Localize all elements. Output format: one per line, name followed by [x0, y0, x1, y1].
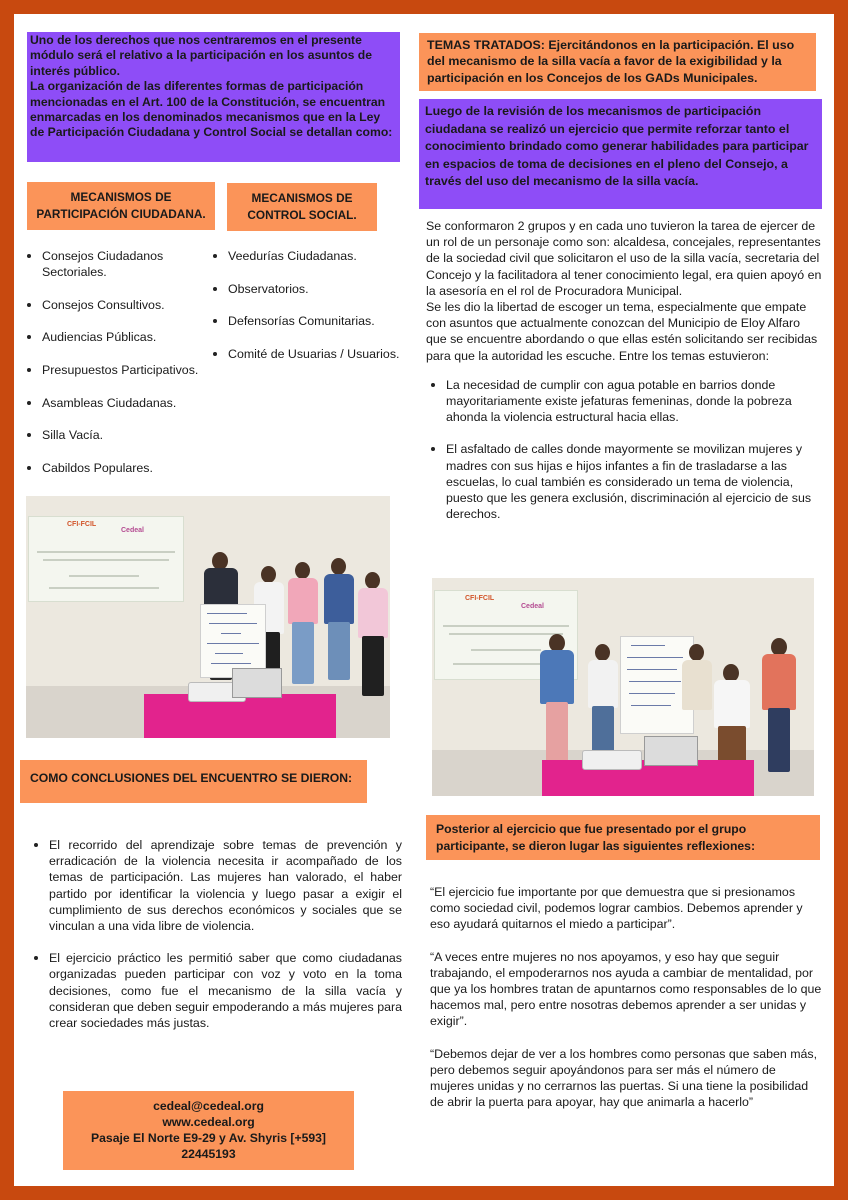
reflexiones-title: Posterior al ejercicio que fue presentado por el grupo participante, se dieron lugar las siguientes reflexiones:	[436, 822, 756, 853]
screen-logo: CFI-FCIL	[465, 595, 495, 602]
list-item: El asfaltado de calles donde mayormente se movilizan mujeres y madres con sus hijas e hijos infantes a fin de trasladarse a las escuelas, lo cual también es considerado un tema de violencia, puesto que les genera exclusión, discriminación al ejercicio de sus derechos.	[431, 441, 822, 522]
quote-2: “A veces entre mujeres no nos apoyamos, y eso hay que seguir trabajando, el empoderarnos nos ayuda a cambiar de mentalidad, por que ya los hombres tratan de apuntarnos como responsables de lo que hacemos mal, pero entre nosotras debemos aprender a ser unidas y exigir”.	[430, 949, 822, 1029]
contact-address: Pasaje El Norte E9-29 y Av. Shyris [+593]	[91, 1131, 326, 1145]
list-item: Cabildos Populares.	[27, 460, 222, 476]
quote-1: “El ejercicio fue importante por que demuestra que si presionamos como sociedad civil, podemos lograr cambios. Debemos aprender y eso ayudará quitarnos el miedo a participar”.	[430, 885, 803, 932]
list-item: Asambleas Ciudadanas.	[27, 395, 222, 411]
quote-3: “Debemos dejar de ver a los hombres como personas que saben más, pero debemos seguir apoyándonos para ser más el número de mujeres unidas y no cerrarnos las puertas. Si una tiene la posibilidad de abrir la puerta para apoyar, hay que animarla a hacerlo”	[430, 1046, 818, 1110]
revision-text: Luego de la revisión de los mecanismos de participación ciudadana se realizó un ejercicio que permite reforzar tanto el conocimiento brindado como generar habilidades para participar en espacios de toma de decisiones en el pleno del Consejo, a través del uso del mecanismo de la silla vacía.	[425, 104, 809, 189]
laptop	[644, 736, 698, 766]
temas-tratados-text: TEMAS TRATADOS: Ejercitándonos en la participación. El uso del mecanismo de la silla vacía a favor de la exigibilidad y la participación en los Concejos de los GADs Municipales.	[427, 38, 795, 85]
list-item: Observatorios.	[213, 281, 423, 297]
projection-screen	[28, 516, 184, 602]
screen-logo-2: Cedeal	[521, 603, 544, 610]
temas-tratados-box	[419, 33, 816, 91]
mecanismos-control-list	[213, 248, 423, 378]
screen-logo: CFI-FCIL	[67, 521, 97, 528]
mecanismos-control-title: MECANISMOS DE CONTROL SOCIAL.	[247, 191, 357, 222]
list-item: El recorrido del aprendizaje sobre temas de prevención y erradicación de la violencia necesita ir acompañado de los temas de participación. Las mujeres han valorado, el haber partido por identificar la violencia y luego pasar a exigir el cumplimiento de sus derechos económicos y sociales que se vinculan a una vida libre de violencia.	[34, 837, 402, 934]
reflexiones-quotes	[430, 884, 822, 1110]
conclusiones-title: COMO CONCLUSIONES DEL ENCUENTRO SE DIERON:	[30, 771, 353, 785]
list-item: Presupuestos Participativos.	[27, 362, 222, 378]
list-item: Comité de Usuarias / Usuarios.	[213, 346, 423, 362]
revision-box	[419, 99, 822, 209]
grupos-section	[426, 218, 822, 522]
contact-website[interactable]: www.cedeal.org	[162, 1115, 255, 1129]
mecanismos-control-title-box	[227, 183, 377, 231]
conclusiones-title-box	[20, 760, 367, 803]
list-item: Consejos Ciudadanos Sectoriales.	[27, 248, 222, 280]
page	[14, 14, 834, 1186]
workshop-photo-left	[26, 496, 390, 738]
flipchart-paper	[200, 604, 266, 678]
contact-email[interactable]: cedeal@cedeal.org	[153, 1099, 264, 1113]
list-item: Consejos Consultivos.	[27, 297, 222, 313]
laptop	[232, 668, 282, 698]
list-item: La necesidad de cumplir con agua potable en barrios donde mayoritariamente existe jefaturas femeninas, donde la pobreza ahonda la violencia estructural hacia ellas.	[431, 377, 822, 426]
intro-paragraph-2: La organización de las diferentes formas de participación mencionadas en el Art. 100 de la Constitución, se encuentran enmarcadas en los denominados mecanismos que en la Ley de Participación Ciudadana y Control Social se detallan como:	[30, 79, 393, 140]
grupos-temas-list	[426, 377, 822, 523]
list-item: Veedurías Ciudadanas.	[213, 248, 423, 264]
grupos-paragraph-2: Se les dio la libertad de escoger un tema, especialmente que empate con asuntos que actualmente conozcan del Municipio de Eloy Alfaro que se encuentre abordando o que ellas estén solicitando ser recibidas para que la autoridad les escuche. Entre los temas estuvieron:	[426, 300, 818, 363]
grupos-paragraph-1: Se conformaron 2 grupos y en cada uno tuvieron la tarea de ejercer de un rol de un personaje como son: alcaldesa, concejales, representantes de la sociedad civil que solicitaron el uso de la silla vacía, secretaria del Concejo y la facilitadora al tener conocimiento legal, era quien apoyó en la asesoría en el rol de Procuradora Municipal.	[426, 219, 822, 298]
workshop-photo-right	[432, 578, 814, 796]
contact-phone: 22445193	[181, 1147, 236, 1161]
reflexiones-title-box	[426, 815, 820, 860]
screen-logo-2: Cedeal	[121, 527, 144, 534]
list-item: Silla Vacía.	[27, 427, 222, 443]
list-item: El ejercicio práctico les permitió saber que como ciudadanas organizadas pueden participar con voz y voto en la toma decisiones, como fue el mecanismo de la silla vacía y consideran que deben seguir empoderando a más mujeres para crear sociedades más justas.	[34, 950, 402, 1031]
list-item: Audiencias Públicas.	[27, 329, 222, 345]
intro-box	[27, 32, 400, 162]
conclusiones-list	[34, 837, 402, 1031]
intro-paragraph-1: Uno de los derechos que nos centraremos en el presente módulo será el relativo a la participación en los asuntos de interés público.	[30, 33, 373, 78]
projector	[582, 750, 642, 770]
mecanismos-participacion-title: MECANISMOS DE PARTICIPACIÓN CIUDADANA.	[36, 190, 206, 221]
contact-box	[63, 1091, 354, 1170]
mecanismos-participacion-list	[27, 248, 222, 492]
mecanismos-participacion-title-box	[27, 182, 215, 230]
list-item: Defensorías Comunitarias.	[213, 313, 423, 329]
